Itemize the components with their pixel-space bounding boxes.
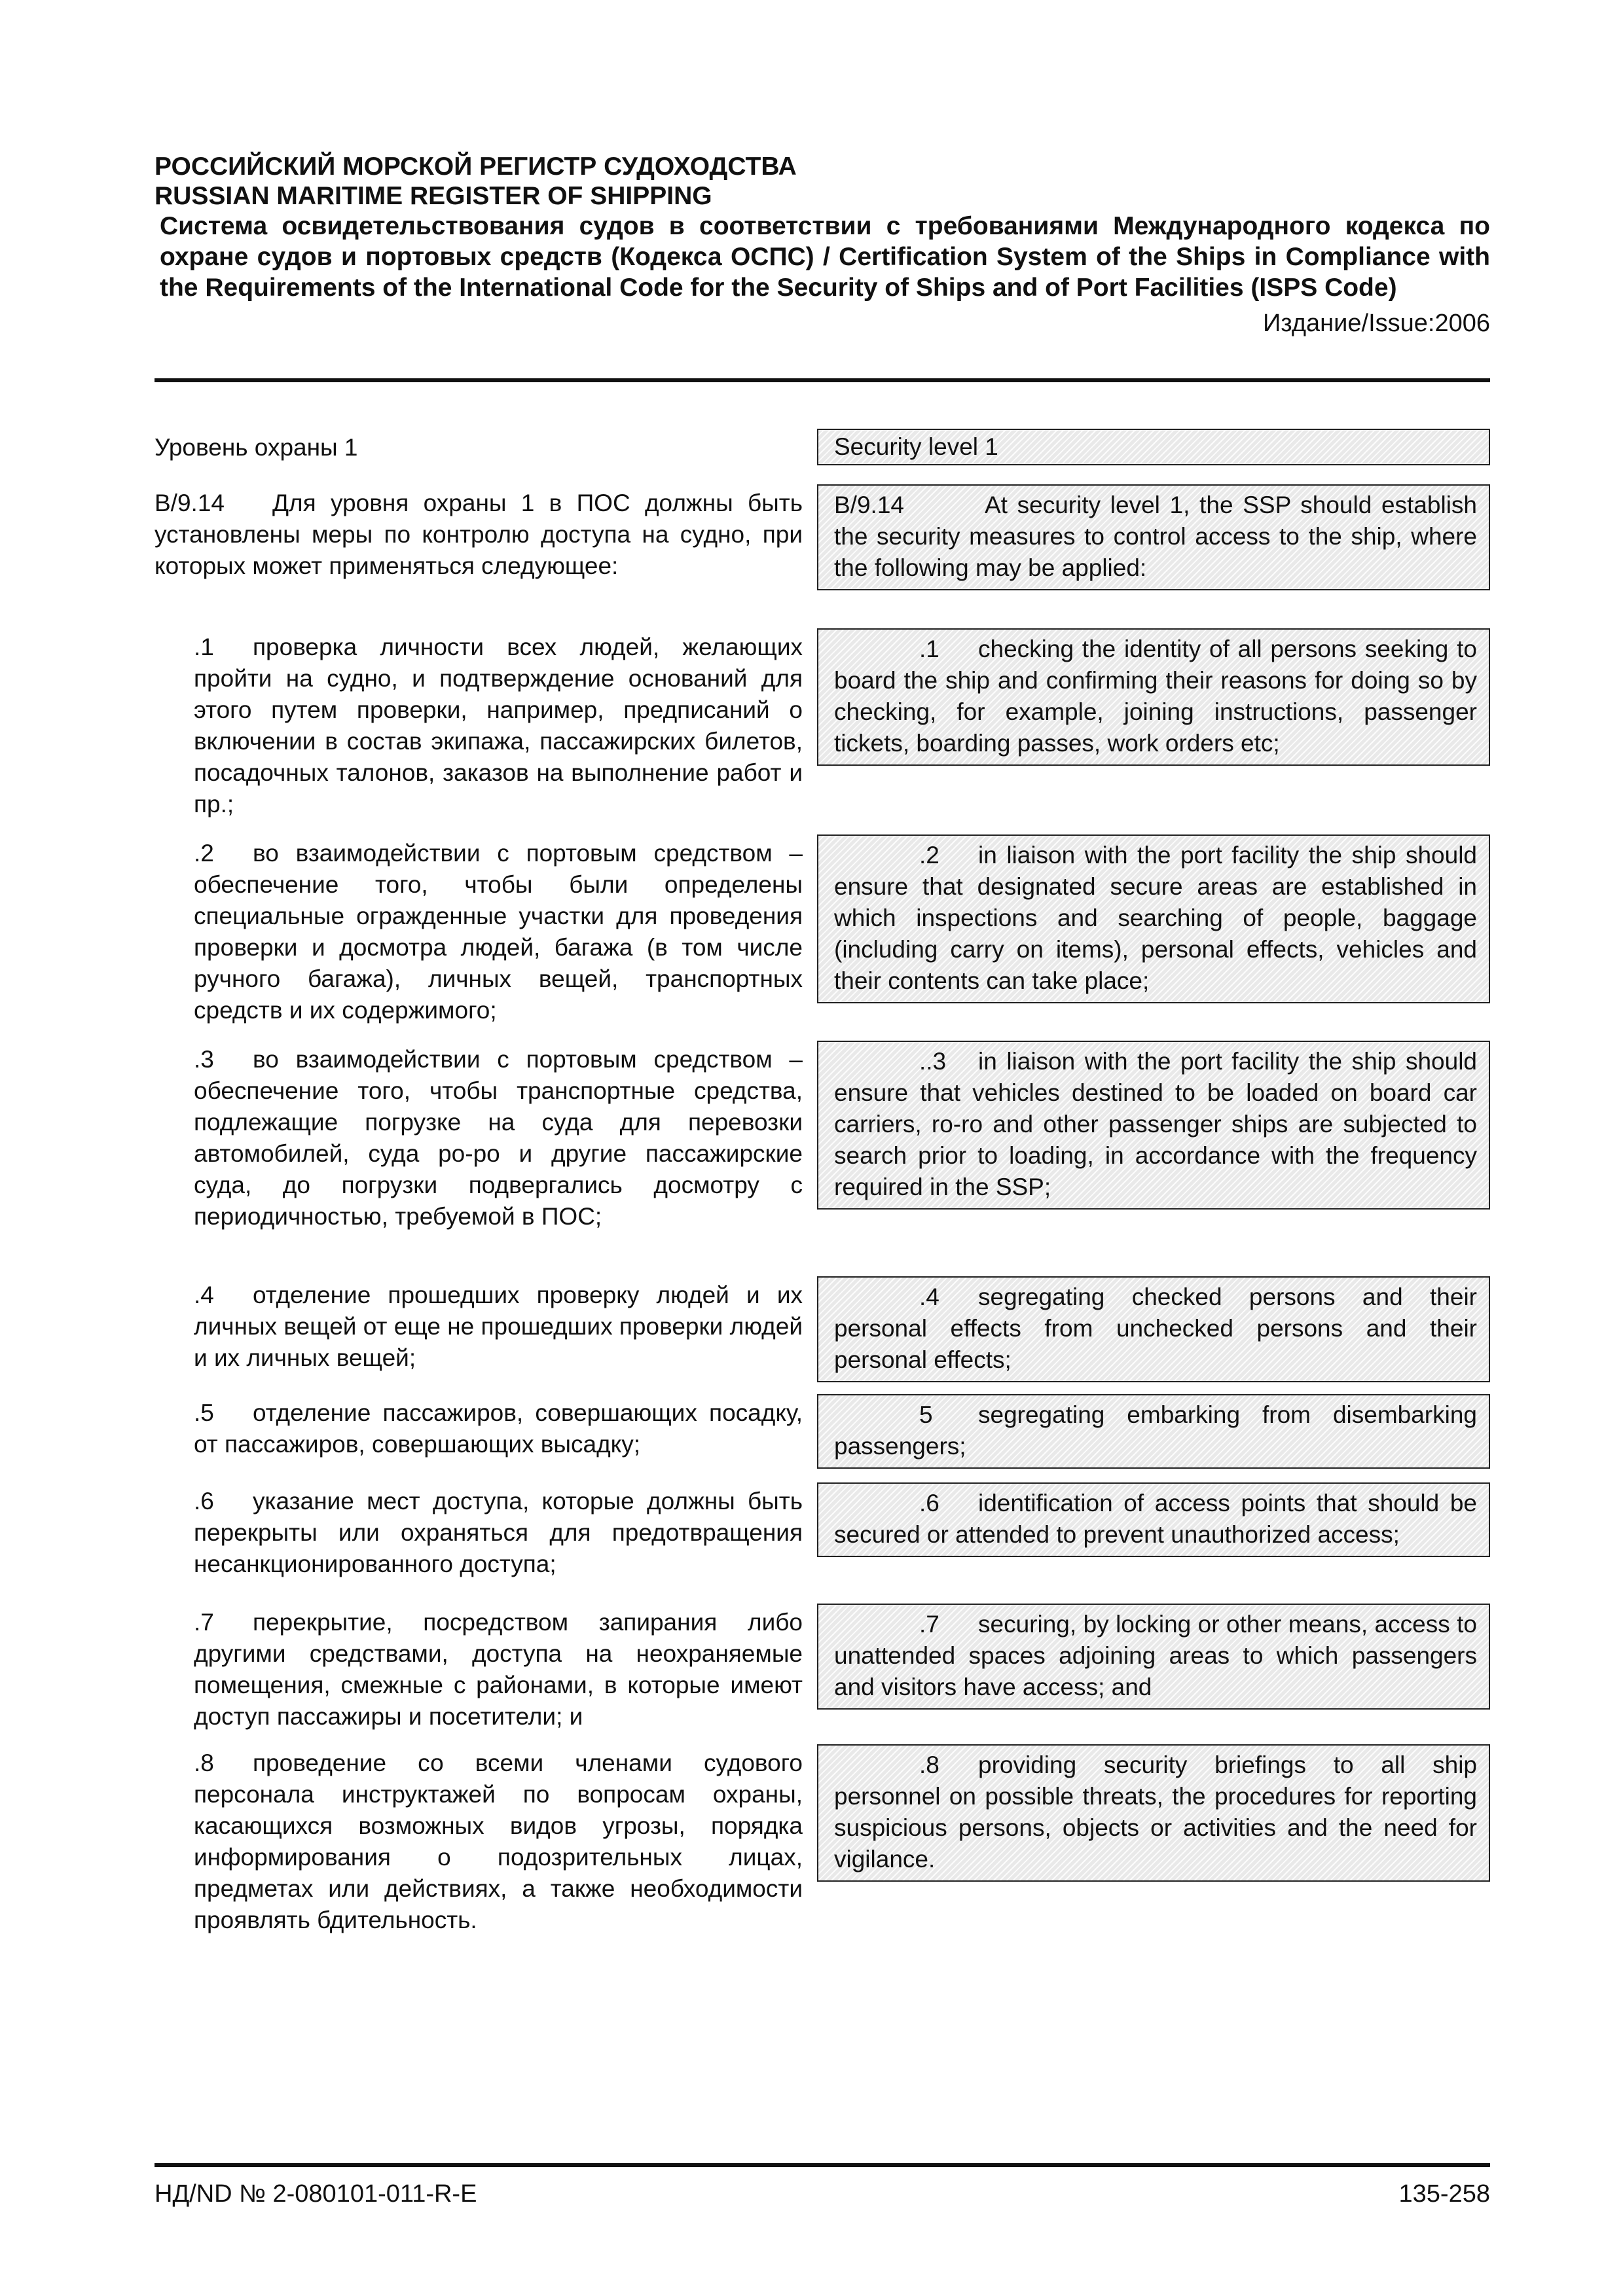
header-divider <box>155 378 1490 382</box>
item-7-ru <box>194 1607 803 1732</box>
item-text: segregating embarking from disembarking passengers; <box>834 1401 1477 1460</box>
item-number: .7 <box>919 1611 939 1638</box>
document-footer <box>155 2179 1490 2208</box>
item-text: checking the identity of all persons seeking to board the ship and confirming their reasons for doing so by checking, for example, joining instructions, passenger tickets, boarding passes, work orders etc; <box>834 636 1477 757</box>
item-number: .7 <box>194 1609 214 1636</box>
item-number: .4 <box>194 1282 214 1308</box>
item-6-en <box>817 1482 1490 1557</box>
item-number: .6 <box>919 1490 939 1516</box>
org-name-ru: РОССИЙСКИЙ МОРСКОЙ РЕГИСТР СУДОХОДСТВА <box>155 152 797 181</box>
item-number: ..3 <box>919 1048 947 1075</box>
item-number: .1 <box>194 634 214 660</box>
item-text: отделение прошедших проверку людей и их личных вещей от еще не прошедших проверки людей и их личных вещей; <box>194 1282 803 1371</box>
item-2-en <box>817 834 1490 1003</box>
intro-text-en: At security level 1, the SSP should establish the security measures to control access to the ship, where the following may be applied: <box>834 492 1477 581</box>
item-number: .5 <box>194 1399 214 1426</box>
intro-ref-en: B/9.14 <box>834 492 904 518</box>
item-2-ru <box>194 838 803 1026</box>
item-4-en <box>817 1276 1490 1382</box>
item-8-en <box>817 1744 1490 1882</box>
item-text: providing security briefings to all ship personnel on possible threats, the procedures for reporting suspicious persons, objects or activities and the need for vigilance. <box>834 1751 1477 1873</box>
item-text: во взаимодействии с портовым средством – обеспечение того, чтобы были определены специальные огражденные участки для проведения проверки и досмотра людей, багажа (в том числе ручного багажа), личных вещей, транспортных средств и их содержимого; <box>194 840 803 1024</box>
item-number: .6 <box>194 1488 214 1515</box>
item-text: проведение со всеми членами судового персонала инструктажей по вопросам охраны, касающихся возможных видов угрозы, порядка информирования о подозрительных лицах, предметах или действиях, а также необходимости проявлять бдительность. <box>194 1749 803 1933</box>
item-7-en <box>817 1604 1490 1710</box>
doc-number: НД/ND № 2-080101-011-R-E <box>155 2180 477 2208</box>
section-title-en <box>817 429 1490 465</box>
system-title: Система освидетельствования судов в соответствии с требованиями Международного кодекса по охране судов и портовых средств (Кодекса ОСПС) / Certification System of the Ships in Compliance with the Requirements of the International Code for the Security of Ships and of Port Facilities (ISPS Code) <box>160 212 1490 302</box>
item-text: отделение пассажиров, совершающих посадку, от пассажиров, совершающих высадку; <box>194 1399 803 1458</box>
intro-text-ru: Для уровня охраны 1 в ПОС должны быть установлены меры по контролю доступа на судно, при которых может применяться следующее: <box>155 490 803 579</box>
item-1-en <box>817 628 1490 766</box>
item-number: .1 <box>919 636 939 662</box>
document-header <box>155 152 1490 338</box>
item-text: securing, by locking or other means, access to unattended spaces adjoining areas to which passengers and visitors have access; and <box>834 1611 1477 1700</box>
item-number: .2 <box>919 842 939 869</box>
item-number: .8 <box>919 1751 939 1778</box>
issue-label: Издание/Issue:2006 <box>1262 310 1490 337</box>
item-text: in liaison with the port facility the ship should ensure that vehicles destined to be loaded on board car carriers, ro-ro and other passenger ships are subjected to search prior to loading, in accordance with the frequency required in the SSP; <box>834 1048 1477 1200</box>
item-number: 5 <box>919 1401 933 1428</box>
item-6-ru <box>194 1486 803 1580</box>
item-number: .2 <box>194 840 214 867</box>
item-text: перекрытие, посредством запирания либо другими средствами, доступа на неохраняемые помещения, смежные с районами, в которые имеют доступ пассажиры и посетители; и <box>194 1609 803 1730</box>
footer-divider <box>155 2163 1490 2167</box>
item-text: указание мест доступа, которые должны быть перекрыты или охраняться для предотвращения несанкционированного доступа; <box>194 1488 803 1577</box>
item-1-ru <box>194 632 803 820</box>
item-number: .8 <box>194 1749 214 1776</box>
item-text: во взаимодействии с портовым средством – обеспечение того, чтобы транспортные средства, подлежащие погрузке на суда для перевозки автомобилей, суда ро-ро и другие пассажирские суда, до погрузки подвергались досмотру с периодичностью, требуемой в ПОС; <box>194 1046 803 1230</box>
intro-ref-ru: B/9.14 <box>155 490 225 516</box>
item-text: segregating checked persons and their personal effects from unchecked persons and their personal effects; <box>834 1283 1477 1373</box>
item-number: .4 <box>919 1283 939 1310</box>
intro-en <box>817 484 1490 590</box>
item-8-ru <box>194 1748 803 1936</box>
item-5-ru <box>194 1397 803 1460</box>
page-number: 135-258 <box>1398 2180 1490 2208</box>
org-name-en: RUSSIAN MARITIME REGISTER OF SHIPPING <box>155 182 712 210</box>
item-text: in liaison with the port facility the ship should ensure that designated secure areas are established in which inspections and searching of people, baggage (including carry on items), personal effects, vehicles and their contents can take place; <box>834 842 1477 994</box>
item-number: .3 <box>194 1046 214 1073</box>
item-3-en <box>817 1041 1490 1210</box>
section-title-ru: Уровень охраны 1 <box>155 434 358 461</box>
item-text: проверка личности всех людей, желающих пройти на судно, и подтверждение оснований для этого путем проверки, например, предписаний о включении в состав экипажа, пассажирских билетов, посадочных талонов, заказов на выполнение работ и пр.; <box>194 634 803 817</box>
section-title-en-text: Security level 1 <box>834 433 998 460</box>
item-3-ru <box>194 1044 803 1232</box>
item-text: identification of access points that should be secured or attended to prevent unauthorized access; <box>834 1490 1477 1548</box>
intro-ru <box>155 488 803 582</box>
item-4-ru <box>194 1280 803 1374</box>
item-5-en <box>817 1394 1490 1469</box>
